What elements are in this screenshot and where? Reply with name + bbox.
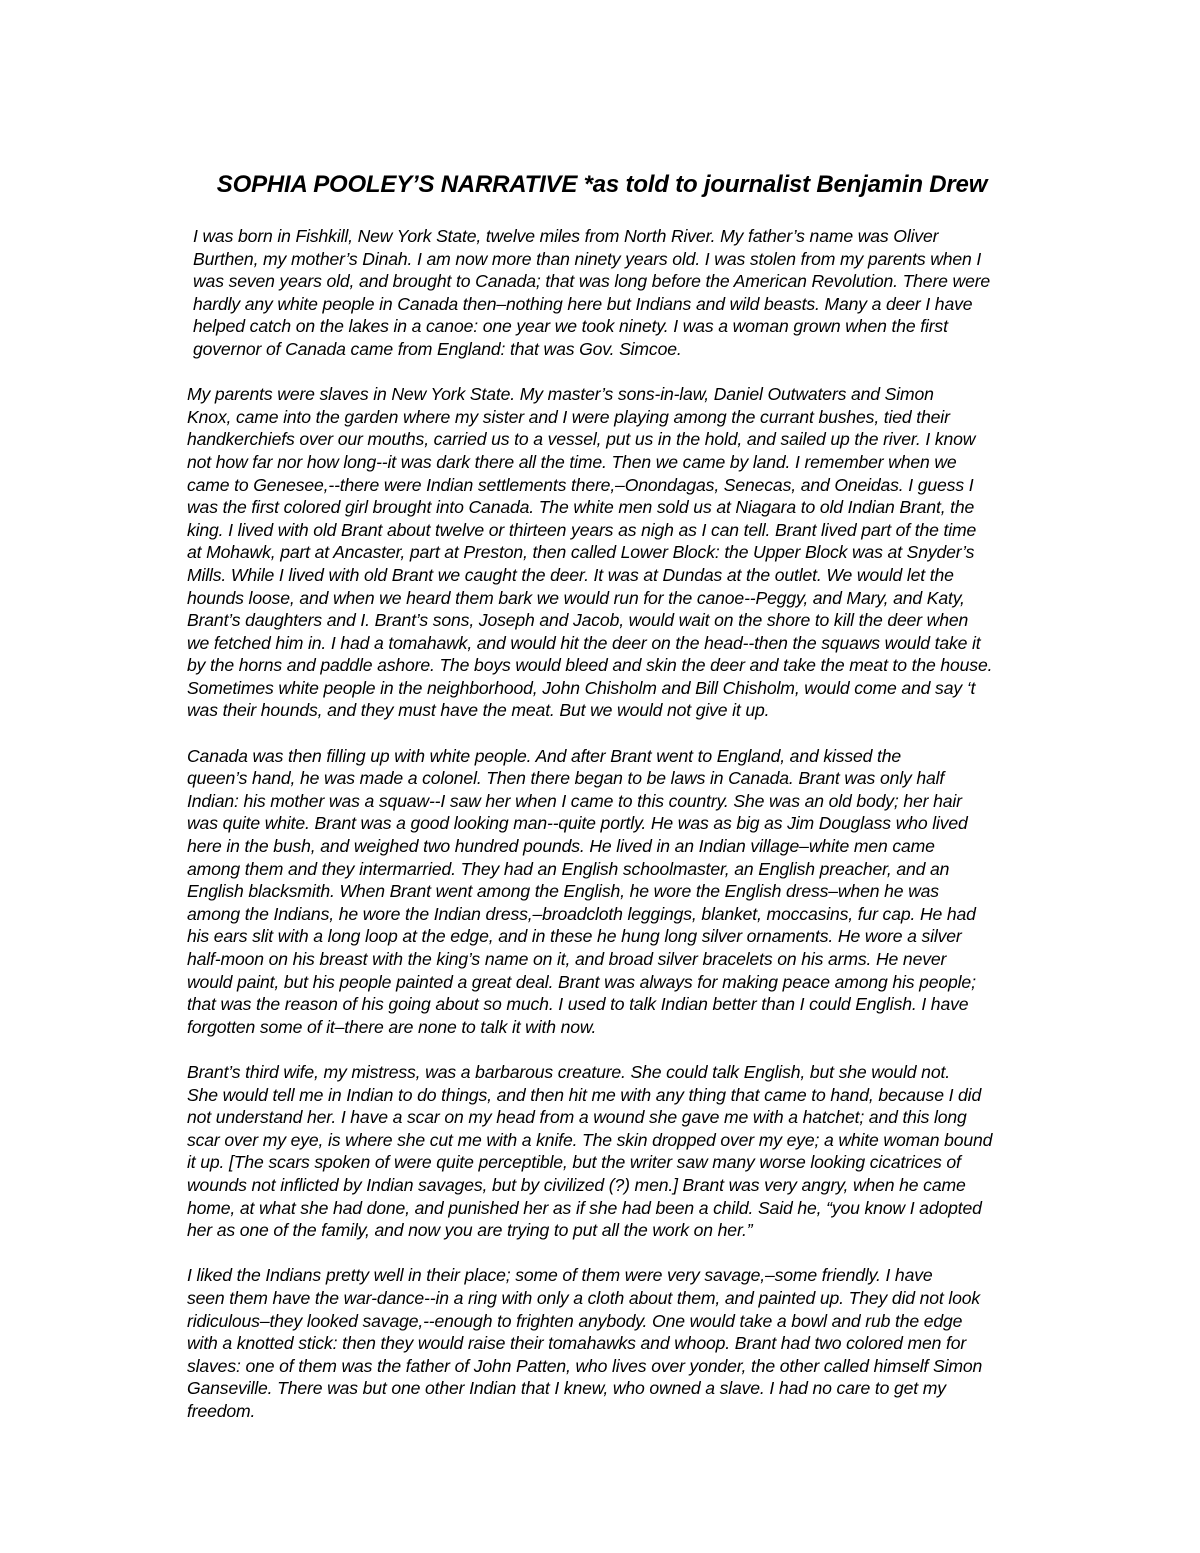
paragraph-line: with a knotted stick: then they would raise their tomahawks and whoop. Brant had two colored men for [187,1333,967,1354]
paragraph-line: hardly any white people in Canada then–nothing here but Indians and wild beasts. Many a deer I have [193,293,973,314]
paragraph-line: scar over my eye, is where she cut me with a knife. The skin dropped over my eye; a white woman bound [187,1129,993,1150]
paragraph-line: it up. [The scars spoken of were quite perceptible, but the writer saw many worse looking cicatrices of [187,1152,961,1173]
paragraph-line: her as one of the family, and now you are trying to put all the work on her.” [187,1220,753,1241]
paragraph-line: among the Indians, he wore the Indian dress,–broadcloth leggings, blanket, moccasins, fur cap. He had [187,903,976,924]
paragraph-line: forgotten some of it–there are none to talk it with now. [187,1016,597,1037]
paragraph-line: was the first colored girl brought into Canada. The white men sold us at Niagara to old Indian Brant, the [187,497,975,518]
paragraph-line: was their hounds, and they must have the meat. But we would not give it up. [187,700,770,721]
paragraph-line: at Mohawk, part at Ancaster, part at Preston, then called Lower Block: the Upper Block was at Snyder’s [187,542,975,563]
narrative-paragraph [143,745,1061,1039]
paragraph-line: Canada was then filling up with white people. And after Brant went to England, and kissed the [187,745,902,766]
paragraph-line: his ears slit with a long loop at the edge, and in these he hung long silver ornaments. He wore a silver [187,926,962,947]
document-page [143,168,1061,1445]
paragraph-line: queen’s hand, he was made a colonel. Then there began to be laws in Canada. Brant was only half [187,768,945,789]
paragraph-line: governor of Canada came from England: that was Gov. Simcoe. [193,338,682,359]
narrative-paragraph [143,383,1061,722]
paragraph-line: helped catch on the lakes in a canoe: one year we took ninety. I was a woman grown when the first [193,316,948,337]
paragraph-line: would paint, but his people painted a great deal. Brant was always for making peace among his people; [187,971,976,992]
paragraph-line: My parents were slaves in New York State. My master’s sons-in-law, Daniel Outwaters and Simon [187,384,934,405]
paragraph-line: I was born in Fishkill, New York State, twelve miles from North River. My father’s name was Oliver [193,226,939,246]
paragraph-line: seen them have the war-dance--in a ring with only a cloth about them, and painted up. They did not look [187,1287,981,1308]
paragraph-line: Mills. While I lived with old Brant we caught the deer. It was at Dundas at the outlet. We would let the [187,564,954,585]
paragraph-line: not how far nor how long--it was dark there all the time. Then we came by land. I remember when we [187,451,957,472]
paragraph-line: came to Genesee,--there were Indian settlements there,–Onondagas, Senecas, and Oneidas. I guess I [187,474,974,495]
paragraph-line: Knox, came into the garden where my sister and I were playing among the currant bushes, tied their [187,406,950,427]
paragraph-line: here in the bush, and weighed two hundred pounds. He lived in an Indian village–white men came [187,836,935,857]
paragraph-line: Brant’s daughters and I. Brant’s sons, Joseph and Jacob, would wait on the shore to kill the deer when [187,610,969,631]
paragraph-line: ridiculous–they looked savage,--enough to frighten anybody. One would take a bowl and rub the edge [187,1310,963,1331]
paragraph-line: Sometimes white people in the neighborhood, John Chisholm and Bill Chisholm, would come and say ‘t [187,677,976,698]
paragraph-line: She would tell me in Indian to do things, and then hit me with any thing that came to hand, because I did [187,1084,982,1105]
paragraph-line: king. I lived with old Brant about twelve or thirteen years as nigh as I can tell. Brant lived part of the time [187,519,977,540]
paragraph-line: English blacksmith. When Brant went among the English, he wore the English dress–when he was [187,881,939,902]
paragraph-line: handkerchiefs over our mouths, carried us to a vessel, put us in the hold, and sailed up the river. I know [187,429,976,450]
narrative-paragraph [143,1061,1061,1242]
paragraph-line: freedom. [187,1400,256,1421]
paragraph-line: slaves: one of them was the father of John Patten, who lives over yonder, the other called himself Simon [187,1355,983,1376]
paragraph-line: Burthen, my mother’s Dinah. I am now more than ninety years old. I was stolen from my parents when I [193,248,982,269]
paragraph-line: wounds not inflicted by Indian savages, but by civilized (?) men.] Brant was very angry, when he came [187,1174,966,1195]
paragraph-line: home, at what she had done, and punished her as if she had been a child. Said he, “you know I adopted [187,1197,982,1218]
paragraph-line: was seven years old, and brought to Canada; that was long before the American Revolution. There were [193,271,991,292]
paragraph-line: half-moon on his breast with the king’s name on it, and broad silver bracelets on his arms. He never [187,949,947,969]
paragraph-line: Indian: his mother was a squaw--I saw her when I came to this country. She was an old body; her hair [187,790,962,811]
paragraph-line: among them and they intermarried. They had an English schoolmaster, an English preacher, and an [187,858,950,879]
paragraph-line: not understand her. I have a scar on my head from a wound she gave me with a hatchet; and this long [187,1107,967,1128]
narrative-paragraph [143,1264,1061,1422]
paragraph-line: Ganseville. There was but one other Indian that I knew, who owned a slave. I had no care to get my [187,1378,946,1399]
paragraph-line: hounds loose, and when we heard them bark we would run for the canoe--Peggy, and Mary, and Katy, [187,587,965,608]
narrative-paragraph [143,225,1061,361]
document-title: SOPHIA POOLEY’S NARRATIVE *as told to journalist Benjamin Drew [216,171,988,198]
paragraph-line: we fetched him in. I had a tomahawk, and would hit the deer on the head--then the squaws would take it [187,632,981,653]
paragraph-line: Brant’s third wife, my mistress, was a barbarous creature. She could talk English, but she would not. [187,1061,950,1082]
paragraph-line: by the horns and paddle ashore. The boys would bleed and skin the deer and take the meat to the house. [187,655,993,676]
paragraph-line: was quite white. Brant was a good looking man--quite portly. He was as big as Jim Douglass who lived [187,813,968,834]
narrative-body [143,225,1061,1422]
paragraph-line: that was the reason of his going about so much. I used to talk Indian better than I could English. I have [187,994,969,1015]
paragraph-line: I liked the Indians pretty well in their place; some of them were very savage,–some friendly. I have [187,1265,933,1286]
